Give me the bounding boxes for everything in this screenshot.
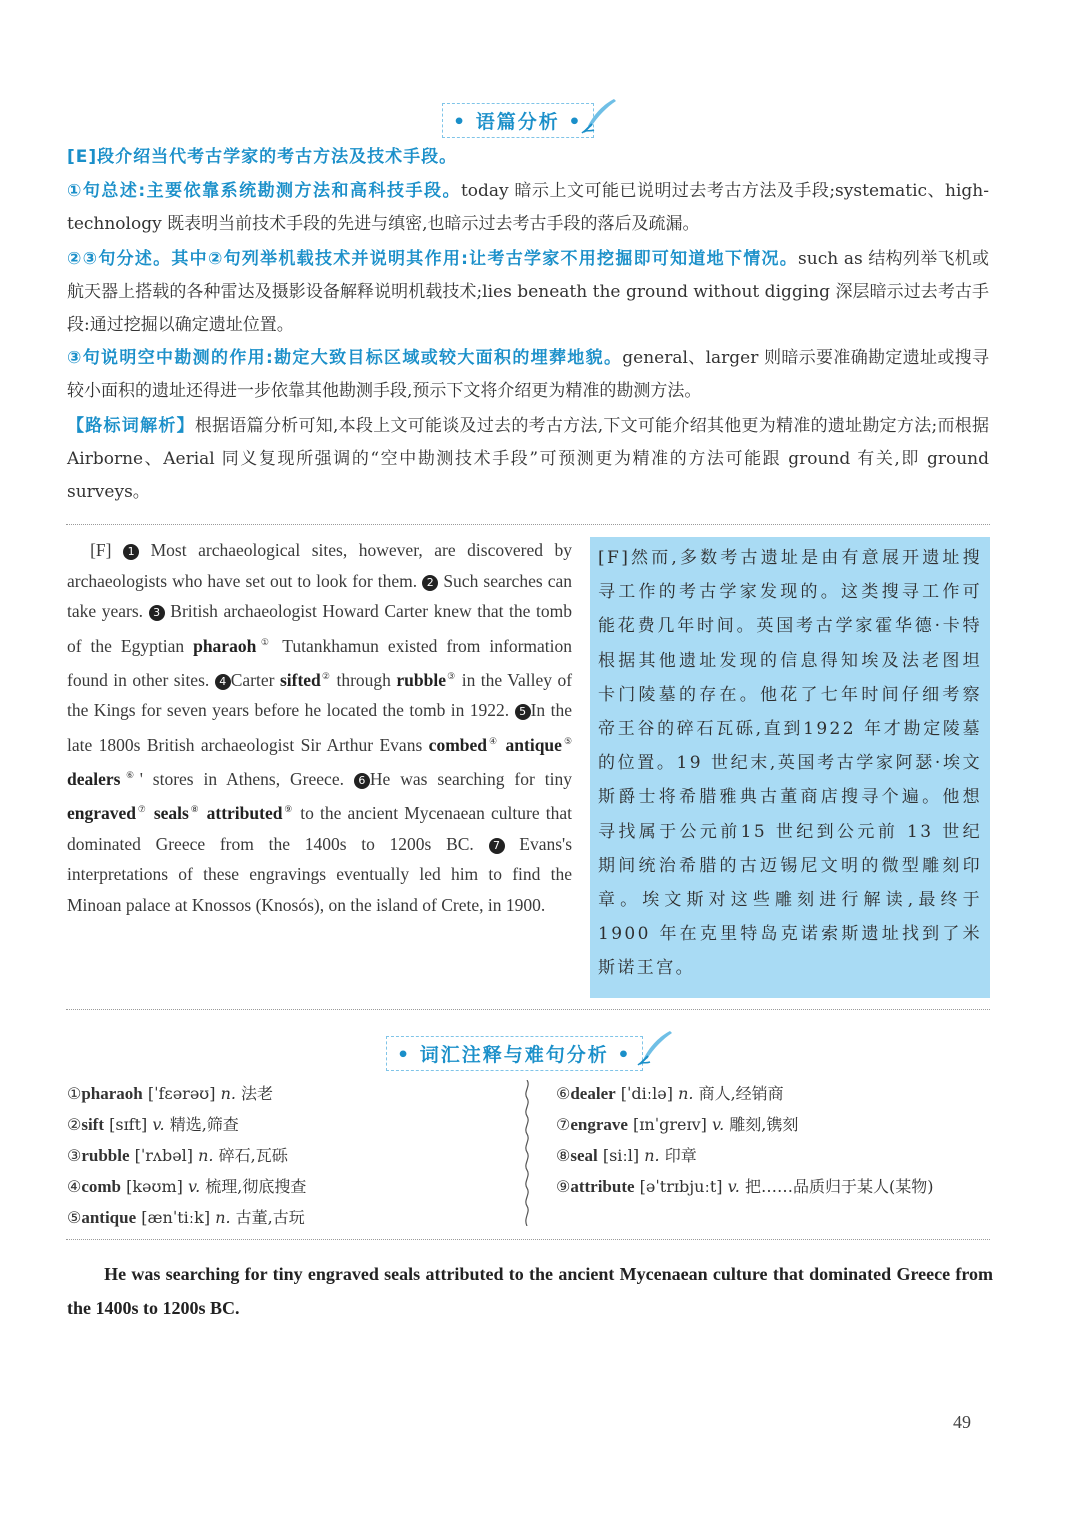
translation-box: [F]然而,多数考古遗址是由有意展开遗址搜寻工作的考古学家发现的。这类搜寻工作可能花费几年时间。英国考古学家霍华德·卡特根据其他遗址发现的信息得知埃及法老图坦卡门陵墓的存在。他花了七年时间仔细考察帝王谷的碎石瓦砾,直到1922 年才勘定陵墓的位置。19 世纪末,英国考古学家阿瑟·埃文斯爵士将希腊雅典古董商店搜寻个遍。他想寻找属于公元前15 世纪到公元前 13 世纪期间统治希腊的古迈锡尼文明的微型雕刻印章。埃文斯对这些雕刻进行解读,最终于 1900 年在克里特岛克诺索斯遗址找到了米斯诺王宫。	[590, 537, 990, 998]
passage-sentence: British archaeologist Howard Carter knew that the tomb of the Egyptian	[67, 601, 573, 656]
sentence-marker: 3	[149, 605, 165, 621]
vocab-list-left	[67, 1078, 306, 1233]
sentence1-body: today 暗示上文可能已说明过去考古方法及手段;systematic、high-technology 既表明当前技术手段的先进与缜密,也暗示过去考古手段的落后及疏漏。	[67, 181, 989, 234]
sentence2-head: ②③句分述。其中②句列举机载技术并说明其作用:让考古学家不用挖掘即可知道地下情况。	[67, 249, 799, 269]
signpost-head: 【路标词解析】	[67, 416, 195, 436]
vocab-word: engraved	[67, 803, 137, 824]
vocab-word: pharaoh	[193, 635, 257, 656]
vocab-word: dealers	[67, 768, 121, 789]
vocab-word: rubble	[396, 669, 446, 690]
vocab-item: ⑧seal [siːl] n. 印章	[556, 1146, 697, 1165]
vocab-list-right	[556, 1078, 933, 1202]
vocab-item: ⑥dealer [ˈdiːlə] n. 商人,经销商	[556, 1084, 784, 1103]
passage-sentence: Most archaeological sites, however, are discovered by archaeologists who have set out to look for them.	[67, 540, 573, 591]
wavy-divider	[522, 1080, 532, 1226]
divider	[66, 1009, 990, 1010]
passage-sentence: ' stores in Athens, Greece.	[139, 768, 344, 789]
quill-icon	[636, 1028, 676, 1068]
passage-sentence: in the Valley of the Kings for seven years before he located the tomb in 1922.	[67, 669, 573, 721]
passage-sentence: through	[336, 669, 391, 690]
sentence-marker: 1	[123, 544, 139, 560]
vocab-word: sifted	[279, 669, 321, 690]
sentence3-body: general、larger 则暗示要准确勘定遗址或搜寻较小面积的遗址还得进一步依靠其他勘测手段,预示下文将介绍更为精准的勘测方法。	[67, 348, 989, 401]
sentence-marker: 5	[515, 704, 531, 720]
passage-sentence: Tutankhamun existed from information found in other sites.	[67, 635, 572, 690]
sentence2-body: such as 结构列举飞机或航天器上搭载的各种雷达及摄影设备解释说明机载技术;lies beneath the ground without digging 深层暗示过去考古手段:通过挖掘以确定遗址位置。	[67, 249, 989, 335]
key-sentence	[67, 1257, 993, 1325]
passage-sentence: to the ancient Mycenaean culture that dominated Greece from the 1400s to 1200s BC.	[67, 803, 573, 854]
vocab-word: attributed	[206, 803, 283, 824]
paragraph-intro	[67, 141, 989, 174]
vocab-item: ⑨attribute [əˈtrɪbjuːt] v. 把……品质归于某人(某物)	[556, 1177, 934, 1196]
passage-sentence: In the late 1800s British archaeologist Sir Arthur Evans	[67, 700, 572, 755]
vocab-item: ②sift [sɪft] v. 精选,筛查	[67, 1115, 239, 1134]
vocab-item: ④comb [kəʊm] v. 梳理,彻底搜查	[67, 1177, 307, 1196]
passage-sentence: Carter	[230, 669, 275, 690]
paragraph-sentence3	[67, 342, 989, 408]
divider	[66, 524, 990, 525]
paragraph-signpost	[67, 410, 989, 509]
vocab-word: combed	[428, 734, 487, 755]
section-title-vocabulary: • 词汇注释与难句分析 •	[386, 1036, 643, 1071]
section-title-discourse: • 语篇分析 •	[442, 103, 594, 138]
passage-sentence: He was searching for tiny	[369, 768, 573, 789]
sentence3-head: ③句说明空中勘测的作用:勘定大致目标区域或较大面积的埋葬地貌。	[67, 348, 623, 368]
passage-label: [F]	[90, 540, 112, 560]
key-sentence-text: He was searching for tiny engraved seals attributed to the ancient Mycenaean culture that dominated Greece from the 1400s to 1200s BC.	[67, 1264, 994, 1318]
vocab-word: antique	[505, 734, 562, 755]
sentence-marker: 6	[354, 773, 370, 789]
divider	[66, 1239, 990, 1240]
sentence-marker: 4	[215, 674, 231, 690]
vocab-item: ⑦engrave [ɪnˈgreɪv] v. 雕刻,镌刻	[556, 1115, 799, 1134]
signpost-body: 根据语篇分析可知,本段上文可能谈及过去的考古方法,下文可能介绍其他更为精准的遗址勘定方法;而根据 Airborne、Aerial 同义复现所强调的“空中勘测技术手段”可预测更为精准的方法可能跟 ground 有关,即 ground surveys。	[67, 416, 989, 502]
vocab-item: ③rubble [ˈrʌbəl] n. 碎石,瓦砾	[67, 1146, 288, 1165]
paragraph-sentence1	[67, 175, 989, 241]
paragraph-intro-head: [E]段介绍当代考古学家的考古方法及技术手段。	[67, 147, 458, 167]
vocab-item: ①pharaoh [ˈfɛərəʊ] n. 法老	[67, 1084, 274, 1103]
passage-sentence: Evans's interpretations of these engravings eventually led him to find the Minoan palace at Knossos (Knosós), on the island of Crete, in 1900.	[67, 833, 573, 915]
passage-english: [F] 1 Most archaeological sites, however, are discovered by archaeologists who have set out to look for them. 2 Such searches can take years. 3 British archaeologist Howard Carter knew that the tomb of the Egyptian pharaoh① Tutankhamun existed from information found in other sites. 4 Carter sifted② through rubble③ in the Valley of the Kings for seven years before he located the tomb in 1922. 5 In the late 1800s British archaeologist Sir Arthur Evans combed④ antique⑤ dealers⑥' stores in Athens, Greece. 6 He was searching for tiny engraved⑦ seals⑧ attributed⑨ to the ancient Mycenaean culture that dominated Greece from the 1400s to 1200s BC. 7 Evans's interpretations of these engravings eventually led him to find the Minoan palace at Knossos (Knosós), on the island of Crete, in 1900.	[67, 540, 573, 915]
paragraph-sentence2	[67, 243, 989, 342]
vocab-word: seals	[153, 803, 189, 824]
quill-icon	[580, 96, 620, 136]
sentence1-head: ①句总述:主要依靠系统勘测方法和高科技手段。	[67, 181, 461, 201]
sentence-marker: 2	[422, 575, 438, 591]
page-number: 49	[953, 1412, 971, 1432]
vocab-item: ⑤antique [ænˈtiːk] n. 古董,古玩	[67, 1208, 305, 1227]
passage-sentence: Such searches can take years.	[67, 570, 573, 621]
sentence-marker: 7	[489, 838, 505, 854]
